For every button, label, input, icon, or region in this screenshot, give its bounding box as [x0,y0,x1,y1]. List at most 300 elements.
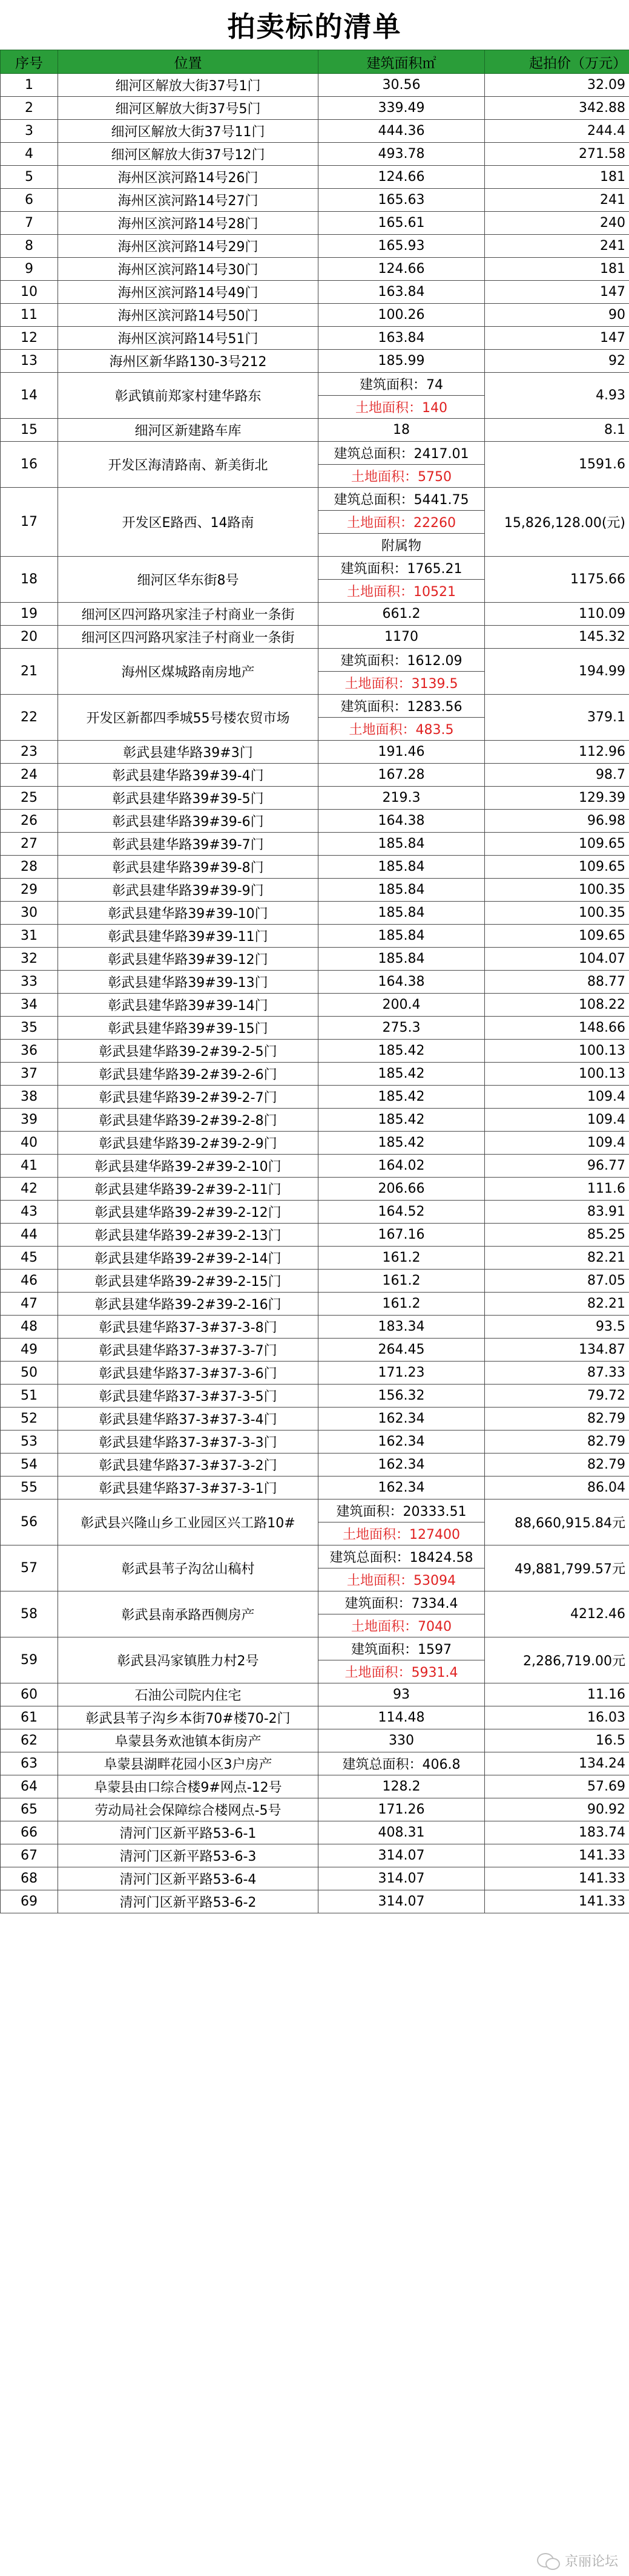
row-index: 38 [1,1086,58,1109]
table-row [1,1890,629,1913]
row-index: 2 [1,97,58,120]
row-area: 661.2 [318,603,485,626]
row-location: 海州区煤城路南房地产 [58,649,318,695]
row-area: 191.46 [318,741,485,764]
row-area: 444.36 [318,120,485,143]
row-index: 63 [1,1752,58,1775]
table-row [1,1821,629,1844]
row-area: 土地面积：53094 [318,1568,485,1591]
row-location: 彰武县建华路37-3#37-3-2门 [58,1454,318,1476]
row-price: 100.35 [485,902,629,925]
table-row [1,1408,629,1431]
row-price: 57.69 [485,1775,629,1798]
row-index: 31 [1,925,58,948]
row-area: 土地面积：10521 [318,580,485,603]
row-area: 建筑总面积：18424.58 [318,1545,485,1568]
row-index: 57 [1,1545,58,1591]
row-location: 彰武县建华路39-2#39-2-14门 [58,1247,318,1270]
row-area: 土地面积：127400 [318,1522,485,1545]
row-area: 185.42 [318,1132,485,1155]
table-row [1,1591,629,1614]
row-location: 彰武县苇子沟岔山稿村 [58,1545,318,1591]
row-price: 111.6 [485,1178,629,1201]
row-location: 细河区解放大街37号1门 [58,74,318,97]
row-area: 165.63 [318,189,485,212]
row-price: 32.09 [485,74,629,97]
row-location: 细河区解放大街37号12门 [58,143,318,166]
row-price: 100.35 [485,879,629,902]
table-row [1,1454,629,1476]
table-row [1,1155,629,1178]
row-area: 土地面积：7040 [318,1614,485,1637]
row-price: 109.4 [485,1086,629,1109]
row-index: 25 [1,787,58,810]
row-location: 清河门区新平路53-6-4 [58,1867,318,1890]
row-area: 185.42 [318,1063,485,1086]
row-index: 23 [1,741,58,764]
table-row [1,1499,629,1522]
row-price: 1175.66 [485,557,629,603]
table-row [1,189,629,212]
row-area: 建筑面积：20333.51 [318,1499,485,1522]
table-row [1,1339,629,1362]
row-area: 建筑面积：1612.09 [318,649,485,672]
row-price: 100.13 [485,1063,629,1086]
row-area: 185.42 [318,1040,485,1063]
row-index: 26 [1,810,58,833]
table-row [1,350,629,373]
row-area: 建筑面积：7334.4 [318,1591,485,1614]
row-area: 200.4 [318,994,485,1017]
table-row [1,1775,629,1798]
row-index: 8 [1,235,58,258]
row-location: 细河区解放大街37号5门 [58,97,318,120]
table-row [1,1752,629,1775]
row-index: 14 [1,373,58,419]
row-price: 241 [485,235,629,258]
row-area: 1170 [318,626,485,649]
row-index: 6 [1,189,58,212]
row-area: 建筑面积：1597 [318,1637,485,1660]
row-area: 183.34 [318,1316,485,1339]
row-index: 21 [1,649,58,695]
row-location: 彰武县建华路39-2#39-2-12门 [58,1201,318,1224]
row-index: 65 [1,1798,58,1821]
row-price: 86.04 [485,1476,629,1499]
row-area: 165.61 [318,212,485,235]
table-row [1,787,629,810]
row-location: 海州区滨河路14号49门 [58,281,318,304]
row-area: 164.02 [318,1155,485,1178]
row-area: 167.28 [318,764,485,787]
row-location: 海州区滨河路14号50门 [58,304,318,327]
row-location: 彰武县建华路39-2#39-2-5门 [58,1040,318,1063]
row-index: 17 [1,488,58,557]
row-location: 彰武县建华路39#39-4门 [58,764,318,787]
table-row [1,1017,629,1040]
row-location: 细河区四河路巩家洼子村商业一条街 [58,603,318,626]
row-area: 建筑总面积：2417.01 [318,442,485,465]
row-area: 124.66 [318,166,485,189]
row-index: 27 [1,833,58,856]
row-price: 240 [485,212,629,235]
row-index: 59 [1,1637,58,1683]
table-row [1,1729,629,1752]
row-area: 124.66 [318,258,485,281]
row-index: 62 [1,1729,58,1752]
table-row [1,810,629,833]
row-index: 5 [1,166,58,189]
row-price: 109.4 [485,1109,629,1132]
row-location: 彰武县建华路37-3#37-3-1门 [58,1476,318,1499]
row-price: 141.33 [485,1844,629,1867]
row-index: 12 [1,327,58,350]
row-location: 海州区滨河路14号29门 [58,235,318,258]
row-location: 彰武县建华路39-2#39-2-10门 [58,1155,318,1178]
watermark [537,2551,618,2570]
row-price: 92 [485,350,629,373]
row-index: 20 [1,626,58,649]
row-index: 18 [1,557,58,603]
table-row [1,948,629,971]
table-row [1,902,629,925]
row-location: 彰武县建华路37-3#37-3-5门 [58,1385,318,1408]
row-area: 162.34 [318,1454,485,1476]
row-price: 90.92 [485,1798,629,1821]
row-area: 土地面积：140 [318,396,485,419]
table-header-row [1,50,629,74]
row-location: 海州区滨河路14号30门 [58,258,318,281]
row-index: 35 [1,1017,58,1040]
table-row [1,1178,629,1201]
row-price: 8.1 [485,419,629,442]
table-row [1,1293,629,1316]
row-area: 171.26 [318,1798,485,1821]
row-index: 67 [1,1844,58,1867]
row-area: 93 [318,1683,485,1706]
table-row [1,1086,629,1109]
row-index: 15 [1,419,58,442]
row-price: 88.77 [485,971,629,994]
row-price: 16.5 [485,1729,629,1752]
table-row [1,74,629,97]
row-area: 185.84 [318,902,485,925]
row-price: 244.4 [485,120,629,143]
row-index: 40 [1,1132,58,1155]
row-index: 28 [1,856,58,879]
row-location: 彰武县建华路39#39-9门 [58,879,318,902]
row-location: 彰武县建华路39-2#39-2-11门 [58,1178,318,1201]
row-price: 183.74 [485,1821,629,1844]
row-index: 58 [1,1591,58,1637]
row-location: 开发区新都四季城55号楼农贸市场 [58,695,318,741]
row-location: 彰武县建华路39-2#39-2-8门 [58,1109,318,1132]
row-index: 60 [1,1683,58,1706]
row-index: 11 [1,304,58,327]
row-index: 3 [1,120,58,143]
row-location: 海州区滨河路14号51门 [58,327,318,350]
column-header-location: 位置 [58,50,318,74]
row-price: 109.4 [485,1132,629,1155]
row-price: 108.22 [485,994,629,1017]
row-index: 19 [1,603,58,626]
row-price: 181 [485,258,629,281]
row-index: 52 [1,1408,58,1431]
row-price: 181 [485,166,629,189]
table-row [1,626,629,649]
row-index: 66 [1,1821,58,1844]
table-row [1,327,629,350]
row-price: 88,660,915.84元 [485,1499,629,1545]
table-row [1,1224,629,1247]
row-index: 53 [1,1431,58,1454]
row-index: 24 [1,764,58,787]
row-price: 104.07 [485,948,629,971]
row-price: 85.25 [485,1224,629,1247]
row-location: 阜蒙县务欢池镇本街房产 [58,1729,318,1752]
row-area: 161.2 [318,1270,485,1293]
table-row [1,258,629,281]
row-index: 34 [1,994,58,1017]
row-index: 56 [1,1499,58,1545]
row-index: 61 [1,1706,58,1729]
table-row [1,1063,629,1086]
table-row [1,764,629,787]
row-area: 164.52 [318,1201,485,1224]
row-area: 128.2 [318,1775,485,1798]
page-title: 拍卖标的清单 [0,0,629,50]
row-price: 134.87 [485,1339,629,1362]
table-row [1,1270,629,1293]
row-location: 阜蒙县湖畔花园小区3户房产 [58,1752,318,1775]
row-location: 海州区新华路130-3号212 [58,350,318,373]
row-location: 彰武县建华路39#39-5门 [58,787,318,810]
row-area: 156.32 [318,1385,485,1408]
row-area: 163.84 [318,327,485,350]
row-area: 408.31 [318,1821,485,1844]
row-location: 彰武县建华路39#39-12门 [58,948,318,971]
row-area: 161.2 [318,1293,485,1316]
row-area: 164.38 [318,810,485,833]
table-row [1,166,629,189]
row-location: 清河门区新平路53-6-3 [58,1844,318,1867]
row-location: 彰武县建华路39-2#39-2-7门 [58,1086,318,1109]
row-location: 石油公司院内住宅 [58,1683,318,1706]
row-index: 9 [1,258,58,281]
row-price: 194.99 [485,649,629,695]
row-price: 1591.6 [485,442,629,488]
table-row [1,97,629,120]
row-location: 细河区新建路车库 [58,419,318,442]
row-area: 165.93 [318,235,485,258]
table-row [1,1040,629,1063]
row-price: 96.77 [485,1155,629,1178]
column-header-area: 建筑面积㎡ [318,50,485,74]
row-location: 彰武县建华路39-2#39-2-13门 [58,1224,318,1247]
row-price: 87.05 [485,1270,629,1293]
table-row [1,212,629,235]
table-row [1,649,629,672]
row-index: 13 [1,350,58,373]
row-location: 清河门区新平路53-6-1 [58,1821,318,1844]
column-header-index: 序号 [1,50,58,74]
row-price: 83.91 [485,1201,629,1224]
row-location: 彰武县建华路37-3#37-3-8门 [58,1316,318,1339]
row-index: 32 [1,948,58,971]
auction-table [0,50,629,1913]
row-price: 4.93 [485,373,629,419]
row-location: 彰武县建华路39#3门 [58,741,318,764]
row-area: 185.84 [318,833,485,856]
row-price: 141.33 [485,1867,629,1890]
row-area: 162.34 [318,1476,485,1499]
wechat-icon [537,2552,560,2570]
row-area: 土地面积：5931.4 [318,1660,485,1683]
table-row [1,373,629,396]
row-area: 314.07 [318,1890,485,1913]
row-location: 彰武县建华路39#39-10门 [58,902,318,925]
row-area: 建筑面积：1765.21 [318,557,485,580]
row-price: 11.16 [485,1683,629,1706]
row-area: 建筑面积：74 [318,373,485,396]
row-index: 1 [1,74,58,97]
row-area: 18 [318,419,485,442]
row-index: 54 [1,1454,58,1476]
row-area: 土地面积：483.5 [318,718,485,741]
row-index: 4 [1,143,58,166]
table-body [1,74,629,1913]
row-area: 163.84 [318,281,485,304]
row-area: 185.99 [318,350,485,373]
row-area: 185.42 [318,1086,485,1109]
row-area: 土地面积：22260 [318,511,485,534]
row-location: 彰武县建华路39#39-14门 [58,994,318,1017]
row-location: 开发区E路西、14路南 [58,488,318,557]
row-index: 50 [1,1362,58,1385]
table-row [1,488,629,511]
row-index: 55 [1,1476,58,1499]
row-location: 彰武县建华路39-2#39-2-6门 [58,1063,318,1086]
table-row [1,879,629,902]
column-header-price: 起拍价（万元） [485,50,629,74]
row-price: 4212.46 [485,1591,629,1637]
row-price: 82.21 [485,1247,629,1270]
row-location: 彰武县苇子沟乡本街70#楼70-2门 [58,1706,318,1729]
table-row [1,971,629,994]
row-location: 劳动局社会保障综合楼网点-5号 [58,1798,318,1821]
row-location: 彰武县建华路39#39-15门 [58,1017,318,1040]
row-location: 阜蒙县由口综合楼9#网点-12号 [58,1775,318,1798]
row-price: 82.79 [485,1431,629,1454]
row-price: 241 [485,189,629,212]
table-row [1,1385,629,1408]
row-price: 82.21 [485,1293,629,1316]
row-price: 93.5 [485,1316,629,1339]
row-price: 342.88 [485,97,629,120]
row-index: 46 [1,1270,58,1293]
row-area: 100.26 [318,304,485,327]
table-row [1,1362,629,1385]
row-index: 64 [1,1775,58,1798]
table-row [1,1201,629,1224]
row-index: 47 [1,1293,58,1316]
row-price: 147 [485,281,629,304]
row-area: 330 [318,1729,485,1752]
row-location: 细河区四河路巩家洼子村商业一条街 [58,626,318,649]
row-location: 彰武县冯家镇胜力村2号 [58,1637,318,1683]
row-location: 细河区华东街8号 [58,557,318,603]
row-area: 167.16 [318,1224,485,1247]
table-row [1,1867,629,1890]
row-location: 彰武县建华路39#39-8门 [58,856,318,879]
row-price: 2,286,719.00元 [485,1637,629,1683]
row-area: 206.66 [318,1178,485,1201]
row-index: 68 [1,1867,58,1890]
row-price: 379.1 [485,695,629,741]
row-index: 22 [1,695,58,741]
row-price: 109.65 [485,856,629,879]
row-area: 275.3 [318,1017,485,1040]
row-area: 161.2 [318,1247,485,1270]
row-area: 162.34 [318,1431,485,1454]
row-location: 海州区滨河路14号28门 [58,212,318,235]
row-price: 49,881,799.57元 [485,1545,629,1591]
row-location: 细河区解放大街37号11门 [58,120,318,143]
table-row [1,1247,629,1270]
row-area: 314.07 [318,1844,485,1867]
table-row [1,304,629,327]
table-row [1,235,629,258]
row-location: 彰武县建华路39-2#39-2-9门 [58,1132,318,1155]
row-area: 264.45 [318,1339,485,1362]
table-row [1,741,629,764]
row-price: 15,826,128.00(元) [485,488,629,557]
table-row [1,1316,629,1339]
row-price: 134.24 [485,1752,629,1775]
row-area: 314.07 [318,1867,485,1890]
row-price: 87.33 [485,1362,629,1385]
row-price: 16.03 [485,1706,629,1729]
row-price: 79.72 [485,1385,629,1408]
row-area: 附属物 [318,534,485,557]
table-row [1,833,629,856]
row-index: 45 [1,1247,58,1270]
row-area: 493.78 [318,143,485,166]
row-area: 土地面积：5750 [318,465,485,488]
table-row [1,557,629,580]
row-location: 彰武县建华路39#39-11门 [58,925,318,948]
row-index: 37 [1,1063,58,1086]
table-row [1,1109,629,1132]
table-row [1,695,629,718]
row-index: 30 [1,902,58,925]
row-location: 开发区海清路南、新美街北 [58,442,318,488]
row-area: 185.84 [318,856,485,879]
row-area: 339.49 [318,97,485,120]
row-price: 112.96 [485,741,629,764]
row-location: 清河门区新平路53-6-2 [58,1890,318,1913]
row-price: 109.65 [485,925,629,948]
row-location: 彰武县兴隆山乡工业园区兴工路10# [58,1499,318,1545]
row-area: 建筑总面积：406.8 [318,1752,485,1775]
table-row [1,1683,629,1706]
row-price: 148.66 [485,1017,629,1040]
row-price: 271.58 [485,143,629,166]
row-location: 彰武县建华路37-3#37-3-7门 [58,1339,318,1362]
table-row [1,994,629,1017]
row-price: 96.98 [485,810,629,833]
row-location: 海州区滨河路14号27门 [58,189,318,212]
